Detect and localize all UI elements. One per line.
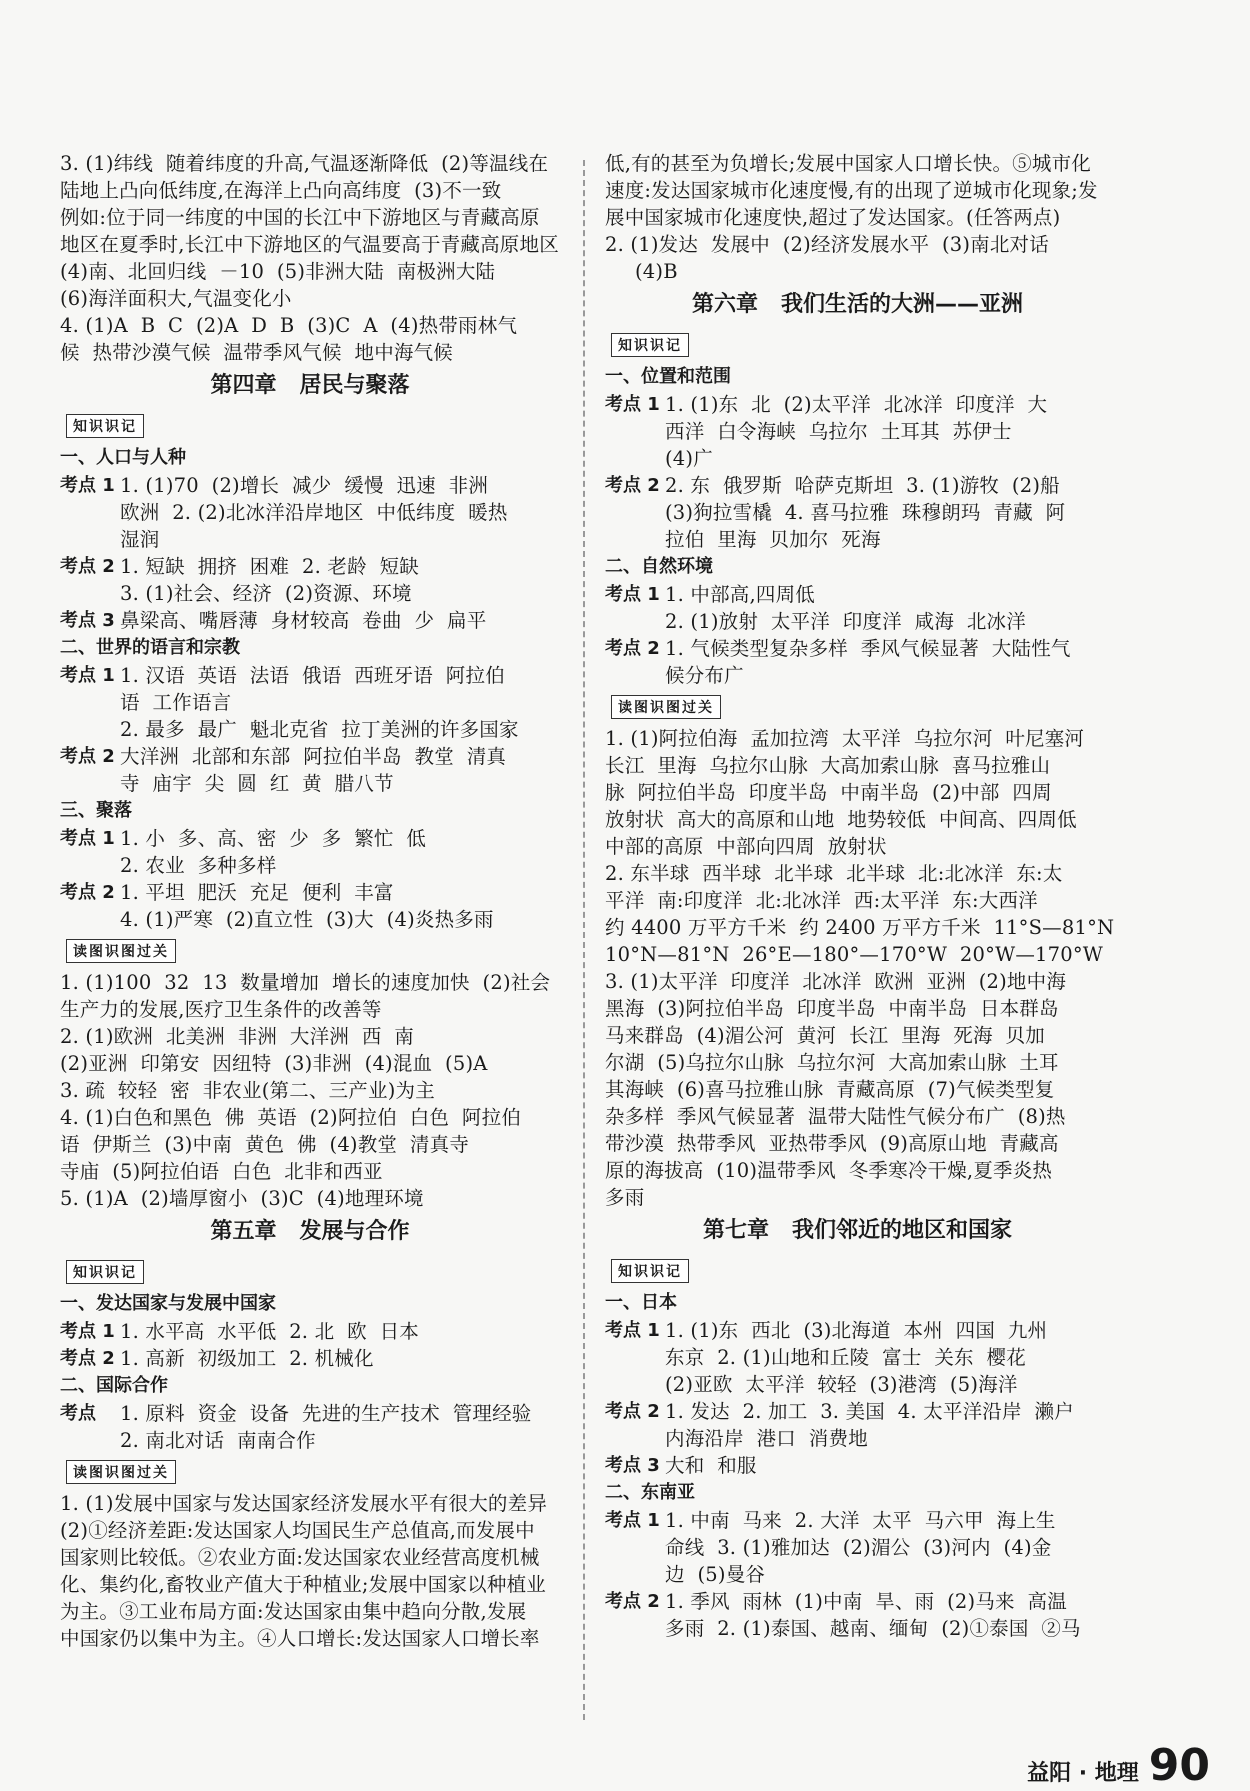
answer-line: 2. (1)发达 发展中 (2)经济发展水平 (3)南北对话 <box>605 233 1049 256</box>
footer-subject: 益阳 · 地理 <box>1027 1761 1139 1786</box>
answer-line: (6)海洋面积大,气温变化小 <box>60 287 292 310</box>
answer-line: 黑海 (3)阿拉伯半岛 印度半岛 中南半岛 日本群岛 <box>605 997 1059 1020</box>
answer-line: 欧洲 2. (2)北冰洋沿岸地区 中低纬度 暖热 <box>120 501 508 524</box>
answer-line: 2. 东半球 西半球 北半球 北半球 北:北冰洋 东:太 <box>605 862 1063 885</box>
kaodian-label: 考点 1 <box>605 1320 660 1341</box>
answer-line: 2. 南北对话 南南合作 <box>120 1429 316 1452</box>
answer-line: 候分布广 <box>665 664 744 687</box>
answer-line: 1. 平坦 肥沃 充足 便利 丰富 <box>120 881 394 904</box>
answer-line: 1. (1)东 北 (2)太平洋 北冰洋 印度洋 大 <box>665 393 1048 416</box>
kaodian-label: 考点 2 <box>605 638 660 659</box>
answer-line: 1. 小 多、高、密 少 多 繁忙 低 <box>120 827 427 850</box>
kaodian-block <box>605 635 1110 689</box>
section-heading: 一、位置和范围 <box>605 366 731 387</box>
answer-line: 内海沿岸 港口 消费地 <box>665 1427 868 1450</box>
answer-line: 1. 气候类型复杂多样 季风气候显著 大陆性气 <box>665 637 1071 660</box>
answer-line: 马来群岛 (4)湄公河 黄河 长江 里海 死海 贝加 <box>605 1024 1045 1047</box>
section-heading: 二、自然环境 <box>605 556 713 577</box>
answer-line: (3)狗拉雪橇 4. 喜马拉雅 珠穆朗玛 青藏 阿 <box>665 501 1066 524</box>
kaodian-block <box>605 1588 1110 1642</box>
chapter-title: 第六章 我们生活的大洲——亚洲 <box>692 292 1023 317</box>
section-heading: 二、世界的语言和宗教 <box>60 637 240 658</box>
answer-line: 1. 原料 资金 设备 先进的生产技术 管理经验 <box>120 1402 532 1425</box>
answer-line: 例如:位于同一纬度的中国的长江中下游地区与青藏高原 <box>60 206 540 229</box>
answer-line: 放射状 高大的高原和山地 地势较低 中间高、四周低 <box>605 808 1077 831</box>
section-tag: 读图识图过关 <box>66 1460 176 1484</box>
section-tag: 知识识记 <box>66 1260 144 1284</box>
answer-line: 化、集约化,畜牧业产值大于种植业;发展中国家以种植业 <box>60 1573 546 1596</box>
answer-line: 杂多样 季风气候显著 温带大陆性气候分布广 (8)热 <box>605 1105 1066 1128</box>
kaodian-block <box>60 879 560 933</box>
chapter-title: 第四章 居民与聚落 <box>210 373 410 398</box>
answer-line: 原的海拔高 (10)温带季风 冬季寒冷干燥,夏季炎热 <box>605 1159 1053 1182</box>
kaodian-block <box>60 1318 560 1345</box>
right-column <box>605 150 1115 1642</box>
answer-line: 1. (1)阿拉伯海 孟加拉湾 太平洋 乌拉尔河 叶尼塞河 <box>605 727 1085 750</box>
answer-line: 4. (1)严寒 (2)直立性 (3)大 (4)炎热多雨 <box>120 908 494 931</box>
kaodian-label: 考点 1 <box>60 828 115 849</box>
answer-line: 西洋 白令海峡 乌拉尔 土耳其 苏伊士 <box>665 420 1012 443</box>
kaodian-label: 考点 2 <box>605 1401 660 1422</box>
kaodian-label: 考点 1 <box>60 665 115 686</box>
answer-line: (4)南、北回归线 －10 (5)非洲大陆 南极洲大陆 <box>60 260 496 283</box>
answer-line: 2. 东 俄罗斯 哈萨克斯坦 3. (1)游牧 (2)船 <box>665 474 1060 497</box>
answer-line: (4)B <box>635 260 678 283</box>
section-heading: 二、国际合作 <box>60 1375 168 1396</box>
answer-line: 多雨 <box>605 1186 645 1209</box>
answer-line: 候 热带沙漠气候 温带季风气候 地中海气候 <box>60 341 453 364</box>
kaodian-block <box>60 472 560 553</box>
answer-line: 地区在夏季时,长江中下游地区的气温要高于青藏高原地区 <box>60 233 559 256</box>
answer-line: 东京 2. (1)山地和丘陵 富士 关东 樱花 <box>665 1346 1026 1369</box>
answer-line: (2)亚欧 太平洋 较轻 (3)港湾 (5)海洋 <box>665 1373 1018 1396</box>
answer-line: 4. (1)白色和黑色 佛 英语 (2)阿拉伯 白色 阿拉伯 <box>60 1106 522 1129</box>
section-heading: 一、日本 <box>605 1292 677 1313</box>
answer-line: 为主。③工业布局方面:发达国家由集中趋向分散,发展 <box>60 1600 527 1623</box>
answer-line: 尔湖 (5)乌拉尔山脉 乌拉尔河 大高加索山脉 土耳 <box>605 1051 1059 1074</box>
answer-line: 1. 中南 马来 2. 大洋 太平 马六甲 海上生 <box>665 1509 1056 1532</box>
chapter-title: 第七章 我们邻近的地区和国家 <box>703 1218 1012 1243</box>
section-heading: 一、人口与人种 <box>60 447 186 468</box>
kaodian-label: 考点 3 <box>60 610 115 631</box>
answer-line: 边 (5)曼谷 <box>665 1563 766 1586</box>
answer-line: 1. 季风 雨林 (1)中南 旱、雨 (2)马来 高温 <box>665 1590 1067 1613</box>
chapter-title: 第五章 发展与合作 <box>210 1219 410 1244</box>
section-tag: 读图识图过关 <box>611 695 721 719</box>
answer-line: 脉 阿拉伯半岛 印度半岛 中南半岛 (2)中部 四周 <box>605 781 1052 804</box>
answer-line: 3. (1)太平洋 印度洋 北冰洋 欧洲 亚洲 (2)地中海 <box>605 970 1067 993</box>
answer-line: 带沙漠 热带季风 亚热带季风 (9)高原山地 青藏高 <box>605 1132 1059 1155</box>
kaodian-block <box>60 553 560 607</box>
kaodian-label: 考点 1 <box>60 1321 115 1342</box>
answer-line: 1. 短缺 拥挤 困难 2. 老龄 短缺 <box>120 555 419 578</box>
answer-line: 10°N—81°N 26°E—180°—170°W 20°W—170°W <box>605 943 1104 966</box>
section-heading: 三、聚落 <box>60 800 132 821</box>
answer-line: 4. (1)A B C (2)A D B (3)C A (4)热带雨林气 <box>60 314 518 337</box>
section-heading: 二、东南亚 <box>605 1482 695 1503</box>
answer-line: 1. 汉语 英语 法语 俄语 西班牙语 阿拉伯 <box>120 664 505 687</box>
answer-line: 其海峡 (6)喜马拉雅山脉 青藏高原 (7)气候类型复 <box>605 1078 1055 1101</box>
answer-line: 5. (1)A (2)墙厚窗小 (3)C (4)地理环境 <box>60 1187 424 1210</box>
answer-line: 1. 水平高 水平低 2. 北 欧 日本 <box>120 1320 419 1343</box>
kaodian-block <box>60 1400 560 1454</box>
kaodian-label: 考点 2 <box>60 746 115 767</box>
answer-line: 2. (1)放射 太平洋 印度洋 咸海 北冰洋 <box>665 610 1026 633</box>
answer-line: 语 工作语言 <box>120 691 232 714</box>
answer-line: 湿润 <box>120 528 160 551</box>
kaodian-label: 考点 <box>60 1403 96 1424</box>
section-tag: 读图识图过关 <box>66 939 176 963</box>
kaodian-label: 考点 2 <box>60 556 115 577</box>
kaodian-block <box>60 607 560 634</box>
answer-line: 2. 农业 多种多样 <box>120 854 277 877</box>
answer-line: 大和 和服 <box>665 1454 757 1477</box>
answer-line: 寺庙 (5)阿拉伯语 白色 北非和西亚 <box>60 1160 383 1183</box>
answer-line: 1. (1)100 32 13 数量增加 增长的速度加快 (2)社会 <box>60 971 551 994</box>
answer-line: 2. (1)欧洲 北美洲 非洲 大洋洲 西 南 <box>60 1025 415 1048</box>
answer-line: (4)广 <box>665 447 713 470</box>
answer-line: 1. 中部高,四周低 <box>665 583 816 606</box>
answer-line: 大洋洲 北部和东部 阿拉伯半岛 教堂 清真 <box>120 745 507 768</box>
kaodian-label: 考点 2 <box>60 1348 115 1369</box>
page-footer <box>1027 1740 1210 1791</box>
answer-line: 速度:发达国家城市化速度慢,有的出现了逆城市化现象;发 <box>605 179 1098 202</box>
kaodian-label: 考点 2 <box>605 1591 660 1612</box>
section-tag: 知识识记 <box>611 1259 689 1283</box>
answer-line: (2)亚洲 印第安 因纽特 (3)非洲 (4)混血 (5)A <box>60 1052 488 1075</box>
kaodian-label: 考点 1 <box>605 584 660 605</box>
answer-line: 命线 3. (1)雅加达 (2)湄公 (3)河内 (4)金 <box>665 1536 1052 1559</box>
page-number: 90 <box>1148 1740 1210 1791</box>
answer-line: 2. 最多 最广 魁北克省 拉丁美洲的许多国家 <box>120 718 519 741</box>
kaodian-block <box>605 1398 1110 1452</box>
left-column <box>60 150 560 1652</box>
kaodian-block <box>60 662 560 743</box>
answer-line: 约 4400 万平方千米 约 2400 万平方千米 11°S—81°N <box>605 916 1115 939</box>
answer-line: 陆地上凸向低纬度,在海洋上凸向高纬度 (3)不一致 <box>60 179 502 202</box>
answer-line: 寺 庙宇 尖 圆 红 黄 腊八节 <box>120 772 394 795</box>
answer-line: 1. (1)发展中国家与发达国家经济发展水平有很大的差异 <box>60 1492 548 1515</box>
answer-line: 低,有的甚至为负增长;发展中国家人口增长快。⑤城市化 <box>605 152 1091 175</box>
answer-line: 拉伯 里海 贝加尔 死海 <box>665 528 881 551</box>
kaodian-block <box>605 1452 1110 1479</box>
column-divider <box>583 160 585 1720</box>
answer-line: 长江 里海 乌拉尔山脉 大高加索山脉 喜马拉雅山 <box>605 754 1051 777</box>
answer-line: 生产力的发展,医疗卫生条件的改善等 <box>60 998 382 1021</box>
kaodian-label: 考点 2 <box>60 882 115 903</box>
kaodian-block <box>60 743 560 797</box>
answer-line: 中部的高原 中部向四周 放射状 <box>605 835 887 858</box>
answer-line: 3. (1)社会、经济 (2)资源、环境 <box>120 582 412 605</box>
answer-line: 1. (1)东 西北 (3)北海道 本州 四国 九州 <box>665 1319 1048 1342</box>
answer-line: 1. 发达 2. 加工 3. 美国 4. 太平洋沿岸 濑户 <box>665 1400 1074 1423</box>
kaodian-block <box>605 472 1110 553</box>
answer-line: 1. 高新 初级加工 2. 机械化 <box>120 1347 374 1370</box>
kaodian-block <box>60 1345 560 1372</box>
answer-line: 多雨 2. (1)泰国、越南、缅甸 (2)①泰国 ②马 <box>665 1617 1081 1640</box>
kaodian-label: 考点 1 <box>605 1510 660 1531</box>
answer-line: 国家则比较低。②农业方面:发达国家农业经营高度机械 <box>60 1546 540 1569</box>
answer-line: 3. (1)纬线 随着纬度的升高,气温逐渐降低 (2)等温线在 <box>60 152 549 175</box>
answer-line: 展中国家城市化速度快,超过了发达国家。(任答两点) <box>605 206 1061 229</box>
answer-line: 平洋 南:印度洋 北:北冰洋 西:太平洋 东:大西洋 <box>605 889 1038 912</box>
kaodian-block <box>605 581 1110 635</box>
answer-line: (2)①经济差距:发达国家人均国民生产总值高,而发展中 <box>60 1519 535 1542</box>
answer-line: 1. (1)70 (2)增长 减少 缓慢 迅速 非洲 <box>120 474 489 497</box>
kaodian-label: 考点 2 <box>605 475 660 496</box>
kaodian-block <box>60 825 560 879</box>
answer-line: 中国家仍以集中为主。④人口增长:发达国家人口增长率 <box>60 1627 540 1650</box>
kaodian-block <box>605 391 1110 472</box>
section-tag: 知识识记 <box>66 414 144 438</box>
kaodian-label: 考点 3 <box>605 1455 660 1476</box>
answer-line: 3. 疏 较轻 密 非农业(第二、三产业)为主 <box>60 1079 435 1102</box>
kaodian-label: 考点 1 <box>60 475 115 496</box>
section-tag: 知识识记 <box>611 333 689 357</box>
kaodian-block <box>605 1317 1110 1398</box>
answer-line: 语 伊斯兰 (3)中南 黄色 佛 (4)教堂 清真寺 <box>60 1133 470 1156</box>
kaodian-label: 考点 1 <box>605 394 660 415</box>
answer-line: 鼻梁高、嘴唇薄 身材较高 卷曲 少 扁平 <box>120 609 487 632</box>
kaodian-block <box>605 1507 1110 1588</box>
section-heading: 一、发达国家与发展中国家 <box>60 1293 276 1314</box>
